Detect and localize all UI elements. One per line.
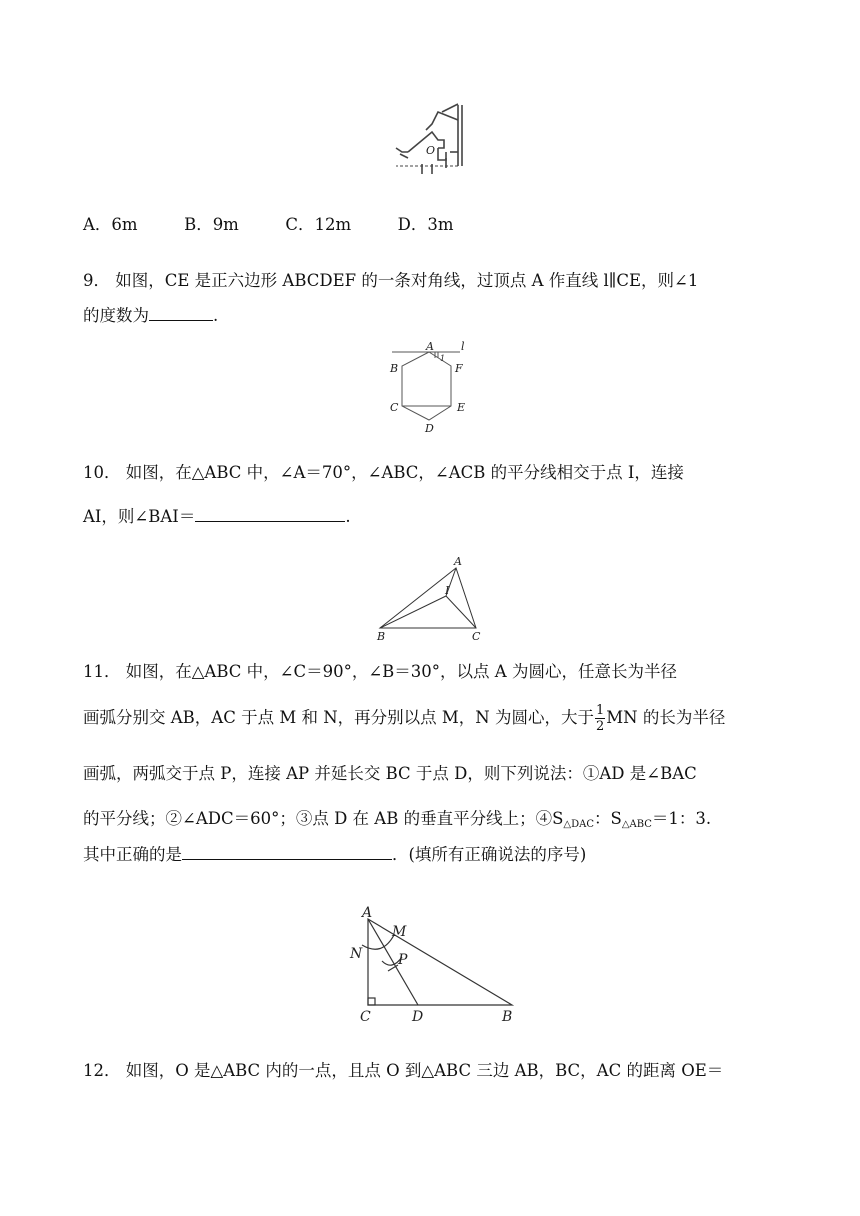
q11-label-m: M — [392, 924, 407, 940]
q10-answer-blank[interactable] — [195, 505, 345, 522]
q9-figure — [386, 340, 476, 436]
q9-answer-blank[interactable] — [149, 304, 213, 321]
q11-line-2 — [83, 703, 783, 734]
q11-line-3: 画弧，两弧交于点 P，连接 AP 并延长交 BC 于点 D，则下列说法：①AD 是∠BAC — [83, 764, 697, 783]
q9-label-d: D — [425, 422, 434, 435]
q9-label-c: C — [390, 401, 399, 414]
q8-option-b: B．9m — [184, 215, 239, 234]
q11-line-1: 11． 如图，在△ABC 中，∠C＝90°，∠B＝30°，以点 A 为圆心，任意长为半径 — [83, 662, 677, 681]
q11-label-n: N — [350, 946, 363, 962]
q9-line-2 — [83, 304, 783, 327]
q11-line-4-c: ＝1：3. — [651, 809, 712, 828]
q9-label-1: 1 — [440, 354, 446, 363]
q11-sub-dac: △DAC — [563, 819, 594, 830]
q11-figure — [346, 905, 526, 1025]
q9-label-e: E — [457, 401, 466, 414]
q11-label-d: D — [412, 1009, 424, 1025]
q11-line-4-b: ：S — [594, 809, 622, 828]
q11-line-4 — [83, 808, 783, 836]
q8-options — [83, 214, 783, 236]
q11-suffix: ．(填所有正确说法的序号) — [392, 845, 587, 864]
q8-figure — [388, 102, 468, 178]
q8-option-d: D．3m — [397, 215, 454, 234]
q11-label-b: B — [502, 1009, 513, 1025]
q8-option-a: A．6m — [83, 215, 138, 234]
q10-label-a: A — [454, 556, 462, 568]
q8-label-o: O — [426, 144, 436, 157]
q9-suffix: . — [213, 306, 219, 325]
q10-line-1: 10． 如图，在△ABC 中，∠A＝70°，∠ABC，∠ACB 的平分线相交于点 I，连接 — [83, 463, 684, 482]
q12-line-1: 12． 如图，O 是△ABC 内的一点，且点 O 到△ABC 三边 AB，BC，AC 的距离 OE＝ — [83, 1061, 724, 1080]
q10-label-c: C — [472, 630, 481, 643]
q11-line-2-suffix: MN 的长为半径 — [606, 708, 726, 727]
q11-answer-blank[interactable] — [182, 843, 392, 860]
q9-prefix: 的度数为 — [83, 306, 149, 325]
q11-line-4-a: 的平分线；②∠ADC＝60°；③点 D 在 AB 的垂直平分线上；④S — [83, 809, 564, 828]
q9-label-l: l — [461, 340, 465, 353]
q9-line-1: 9． 如图，CE 是正六边形 ABCDEF 的一条对角线，过顶点 A 作直线 l∥CE，则∠1 — [83, 271, 699, 290]
q11-label-a: A — [362, 905, 373, 921]
q11-line-5 — [83, 843, 783, 866]
q10-prefix: AI，则∠BAI＝ — [83, 507, 196, 526]
q11-label-p: P — [398, 952, 408, 968]
q11-frac-num: 1 — [595, 703, 605, 718]
q9-label-a: A — [426, 340, 434, 353]
q10-label-i: I — [445, 584, 450, 597]
q10-suffix: . — [345, 507, 351, 526]
q11-label-c: C — [360, 1009, 371, 1025]
q10-label-b: B — [377, 630, 386, 643]
q10-figure — [372, 556, 492, 644]
q9-label-f: F — [455, 362, 463, 375]
q11-frac-den: 2 — [595, 719, 605, 734]
q8-option-c: C．12m — [285, 215, 352, 234]
q11-line-2-prefix: 画弧分别交 AB，AC 于点 M 和 N，再分别以点 M，N 为圆心，大于 — [83, 708, 594, 727]
q11-fraction — [595, 703, 605, 734]
q9-label-b: B — [390, 362, 399, 375]
q11-sub-abc: △ABC — [621, 819, 652, 830]
q11-prefix: 其中正确的是 — [83, 845, 182, 864]
q10-line-2 — [83, 505, 783, 528]
